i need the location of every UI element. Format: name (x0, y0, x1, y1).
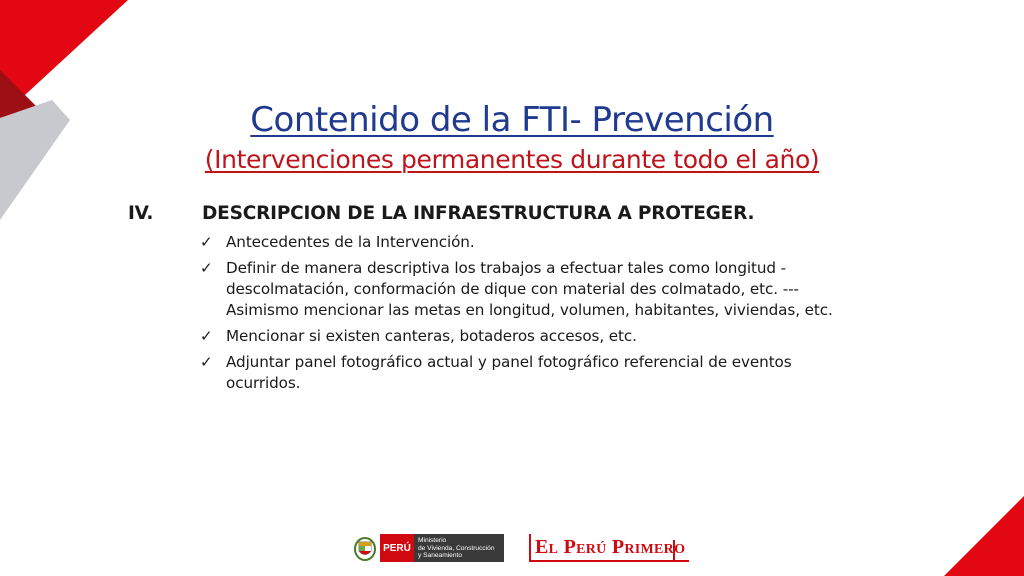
checkmark-icon: ✓ (200, 259, 213, 277)
peru-logo-badge: PERÚ (380, 534, 414, 562)
list-item (200, 352, 840, 394)
ministry-line: y Saneamiento (418, 552, 462, 559)
section-number: IV. (128, 203, 154, 224)
section-heading (128, 203, 754, 224)
slogan-logo-bracket (669, 540, 675, 562)
slogan-logo: El Perú Primero (529, 534, 689, 562)
bullet-list (200, 232, 840, 399)
list-item (200, 232, 840, 253)
slide-subtitle: (Intervenciones permanentes durante todo el año) (204, 145, 820, 174)
checkmark-icon: ✓ (200, 327, 213, 345)
list-item (200, 258, 840, 321)
section-title: DESCRIPCION DE LA INFRAESTRUCTURA A PROTEGER. (202, 203, 755, 224)
bottom-right-decorative-shape (944, 476, 1024, 576)
ministry-logo-text (414, 534, 504, 562)
coat-of-arms-icon (352, 534, 378, 562)
list-item (200, 326, 840, 347)
bullet-text: Definir de manera descriptiva los trabajos a efectuar tales como longitud - descolmatación, conformación de dique con material des colmatado, etc. --- Asimismo mencionar las metas en longitud, volumen, habitantes, viviendas, etc. (226, 259, 833, 319)
ministry-line: de Vivienda, Construcción (418, 544, 495, 552)
bullet-text: Adjuntar panel fotográfico actual y panel fotográfico referencial de eventos ocurridos. (226, 353, 792, 392)
slide-title: Contenido de la FTI- Prevención (250, 100, 774, 140)
bullet-text: Mencionar si existen canteras, botaderos accesos, etc. (226, 327, 637, 345)
checkmark-icon: ✓ (200, 353, 213, 371)
checkmark-icon: ✓ (200, 233, 213, 251)
bullet-text: Antecedentes de la Intervención. (226, 233, 475, 251)
ministry-line: Ministerio (418, 537, 447, 544)
